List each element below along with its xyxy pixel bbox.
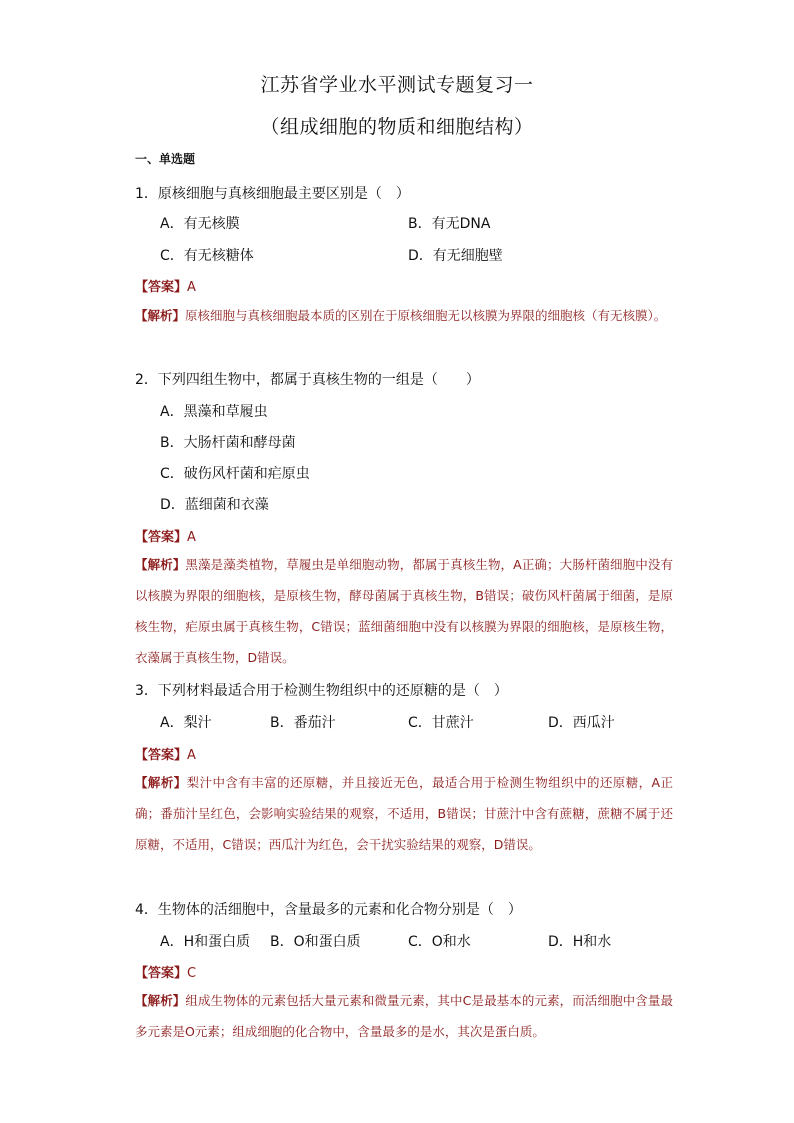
document-subtitle: （组成细胞的物质和细胞结构） bbox=[260, 116, 534, 138]
question-1-option-c: C．有无核糖体 bbox=[160, 248, 254, 264]
document-title: 江苏省学业水平测试专题复习一 bbox=[260, 74, 534, 96]
explanation-text: 原核细胞与真核细胞最本质的区别在于原核细胞无以核膜为界限的细胞核（有无核膜）。 bbox=[185, 308, 667, 323]
question-3-explanation bbox=[135, 767, 673, 860]
question-4-option-a: A．H和蛋白质 bbox=[160, 934, 251, 950]
question-3-option-a: A．梨汁 bbox=[160, 715, 212, 731]
explain-tag: 【解析】 bbox=[135, 308, 186, 323]
explain-tag: 【解析】 bbox=[135, 775, 187, 790]
question-2-answer bbox=[135, 526, 196, 545]
question-1-option-d: D．有无细胞壁 bbox=[408, 248, 503, 264]
explanation-text: 组成生物体的元素包括大量元素和微量元素，其中C是最基本的元素，而活细胞中含量最多元素是O元素；组成细胞的化合物中，含量最多的是水，其次是蛋白质。 bbox=[135, 993, 673, 1039]
question-4-option-c: C．O和水 bbox=[408, 934, 471, 950]
answer-tag: 【答案】 bbox=[135, 530, 188, 545]
answer-value: C bbox=[187, 966, 197, 981]
answer-value: A bbox=[187, 280, 196, 295]
question-1-option-b: B．有无DNA bbox=[408, 216, 491, 232]
explain-tag: 【解析】 bbox=[135, 993, 186, 1008]
question-1-answer bbox=[135, 276, 196, 295]
question-4-explanation bbox=[135, 985, 673, 1047]
question-2-option-a: A．黑藻和草履虫 bbox=[160, 404, 268, 420]
question-1-explanation bbox=[135, 300, 673, 331]
question-3-answer bbox=[135, 744, 196, 763]
question-2-option-d: D．蓝细菌和衣藻 bbox=[160, 497, 269, 513]
answer-tag: 【答案】 bbox=[135, 966, 188, 981]
question-2-explanation bbox=[135, 549, 673, 673]
explanation-text: 梨汁中含有丰富的还原糖，并且接近无色，最适合用于检测生物组织中的还原糖，A正确；番茄汁呈红色，会影响实验结果的观察，不适用，B错误；甘蔗汁中含有蔗糖，蔗糖不属于还原糖，不适用，C错误；西瓜汁为红色，会干扰实验结果的观察，D错误。 bbox=[135, 775, 673, 852]
question-3-option-c: C．甘蔗汁 bbox=[408, 715, 474, 731]
question-1-stem: 1．原核细胞与真核细胞最主要区别是（ ） bbox=[135, 186, 410, 202]
answer-value: A bbox=[187, 748, 196, 763]
explain-tag: 【解析】 bbox=[135, 557, 186, 572]
question-3-option-b: B．番茄汁 bbox=[270, 715, 336, 731]
question-1-option-a: A．有无核膜 bbox=[160, 216, 240, 232]
question-3-stem: 3．下列材料最适合用于检测生物组织中的还原糖的是（ ） bbox=[135, 683, 508, 699]
question-2-option-c: C．破伤风杆菌和疟原虫 bbox=[160, 466, 310, 482]
section-heading: 一、单选题 bbox=[135, 152, 196, 166]
explanation-text: 黑藻是藻类植物，草履虫是单细胞动物，都属于真核生物，A正确；大肠杆菌细胞中没有以核膜为界限的细胞核，是原核生物，酵母菌属于真核生物，B错误；破伤风杆菌属于细菌，是原核生物，疟原虫属于真核生物，C错误；蓝细菌细胞中没有以核膜为界限的细胞核，是原核生物，衣藻属于真核生物，D错误。 bbox=[135, 557, 673, 665]
answer-value: A bbox=[187, 530, 196, 545]
question-3-option-d: D．西瓜汁 bbox=[548, 715, 615, 731]
question-4-option-b: B．O和蛋白质 bbox=[270, 934, 361, 950]
question-4-stem: 4．生物体的活细胞中，含量最多的元素和化合物分别是（ ） bbox=[135, 902, 522, 918]
question-4-answer bbox=[135, 962, 196, 981]
question-4-option-d: D．H和水 bbox=[548, 934, 612, 950]
answer-tag: 【答案】 bbox=[135, 280, 188, 295]
question-2-stem: 2．下列四组生物中，都属于真核生物的一组是（ ） bbox=[135, 372, 480, 388]
question-2-option-b: B．大肠杆菌和酵母菌 bbox=[160, 435, 296, 451]
answer-tag: 【答案】 bbox=[135, 748, 188, 763]
